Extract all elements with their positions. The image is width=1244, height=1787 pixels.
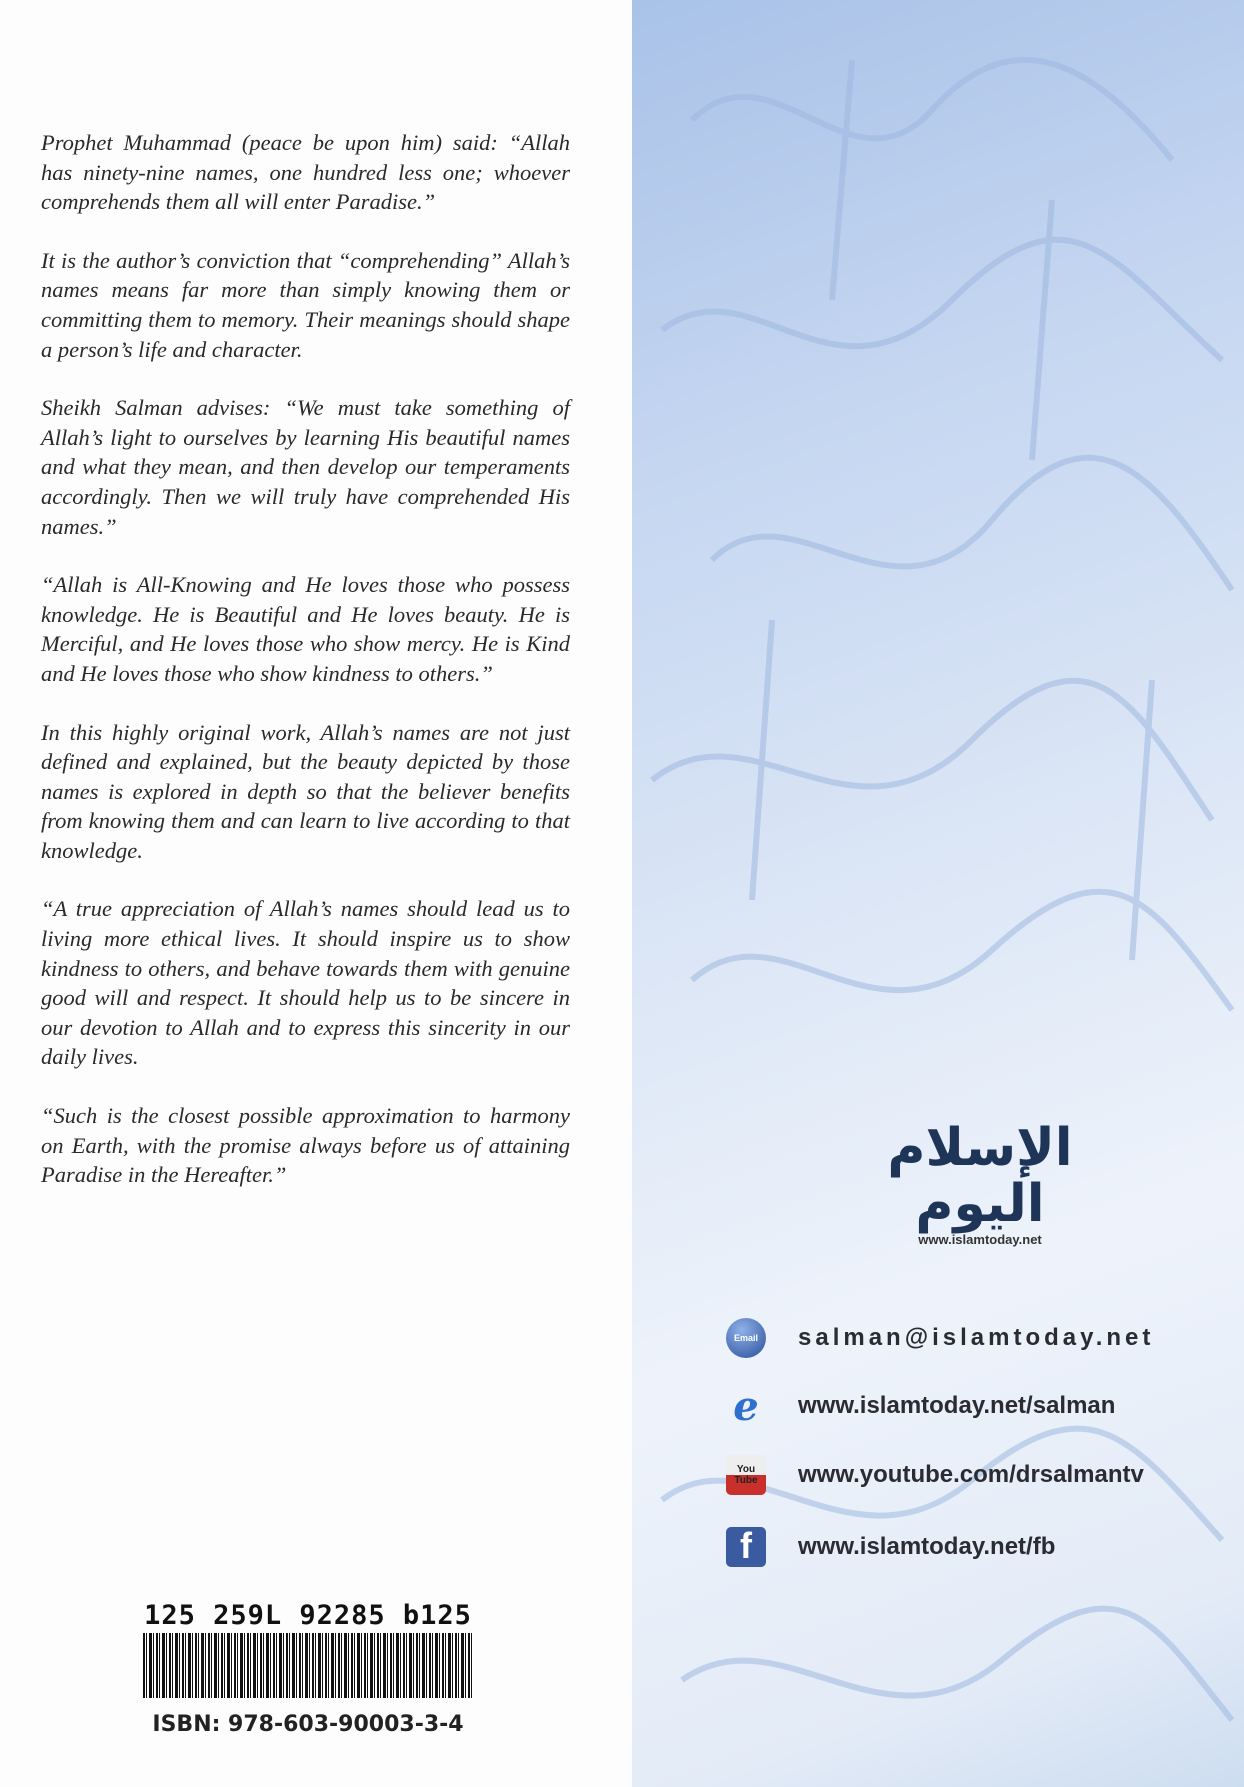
- youtube-icon-label: You Tube: [734, 1464, 758, 1486]
- email-icon-label: Email: [733, 1333, 758, 1343]
- contact-website: [726, 1382, 1116, 1430]
- contact-youtube: [726, 1455, 1144, 1495]
- barcode: [143, 1600, 473, 1737]
- paragraph: “Such is the closest possible approximation to harmony on Earth, with the promise always before us of attaining Paradise in the Hereafter.”: [41, 1103, 570, 1188]
- youtube-icon: [726, 1455, 766, 1495]
- paragraph: “A true appreciation of Allah’s names should lead us to living more ethical lives. It should inspire us to show kindness to others, and behave towards them with genuine good will and respect. It should help us to be sincere in our devotion to Allah and to express this sincerity in our daily lives.: [41, 896, 570, 1070]
- website-link[interactable]: www.islamtoday.net/salman: [798, 1392, 1116, 1419]
- email-address[interactable]: salman@islamtoday.net: [798, 1324, 1155, 1351]
- decorative-calligraphy-panel: [632, 0, 1244, 1787]
- ie-icon-glyph: e: [733, 1382, 759, 1430]
- facebook-icon: [726, 1527, 766, 1567]
- logo-arabic: الإسلام اليوم: [887, 1118, 1073, 1234]
- paragraph: It is the author’s conviction that “comprehending” Allah’s names means far more than simply knowing them or committing them to memory. Their meanings should shape a person’s life and character.: [41, 247, 570, 362]
- paragraph: Sheikh Salman advises: “We must take something of Allah’s light to ourselves by learning His beautiful names and what they mean, and then develop our temperaments accordingly. Then we will truly have comprehended His names.”: [41, 395, 570, 539]
- isbn: ISBN: 978-603-90003-3-4: [152, 1712, 464, 1737]
- islamtoday-logo: [880, 1120, 1080, 1247]
- calligraphy-background: [632, 0, 1244, 1787]
- paragraph: In this highly original work, Allah’s names are not just defined and explained, but the beauty depicted by those names is explored in depth so that the believer benefits from knowing them and can learn to live according to that knowledge.: [41, 719, 570, 863]
- internet-explorer-icon: [726, 1382, 766, 1430]
- logo-url: www.islamtoday.net: [918, 1232, 1042, 1247]
- facebook-link[interactable]: www.islamtoday.net/fb: [798, 1533, 1056, 1560]
- blurb: [41, 128, 570, 1219]
- contact-email: [726, 1318, 1154, 1358]
- email-icon: [726, 1318, 766, 1358]
- barcode-bars: [143, 1633, 473, 1698]
- youtube-link[interactable]: www.youtube.com/drsalmantv: [798, 1461, 1144, 1488]
- facebook-icon-glyph: f: [740, 1525, 752, 1566]
- paragraph: “Allah is All-Knowing and He loves those who possess knowledge. He is Beautiful and He loves beauty. He is Merciful, and He loves those who show mercy. He is Kind and He loves those who show kindness to others.”: [41, 572, 570, 686]
- contact-facebook: [726, 1527, 1055, 1567]
- paragraph: Prophet Muhammad (peace be upon him) said: “Allah has ninety-nine names, one hundred less one; whoever comprehends them all will enter Paradise.”: [41, 130, 570, 215]
- barcode-digits: 125 259L 92285 b125: [144, 1600, 472, 1631]
